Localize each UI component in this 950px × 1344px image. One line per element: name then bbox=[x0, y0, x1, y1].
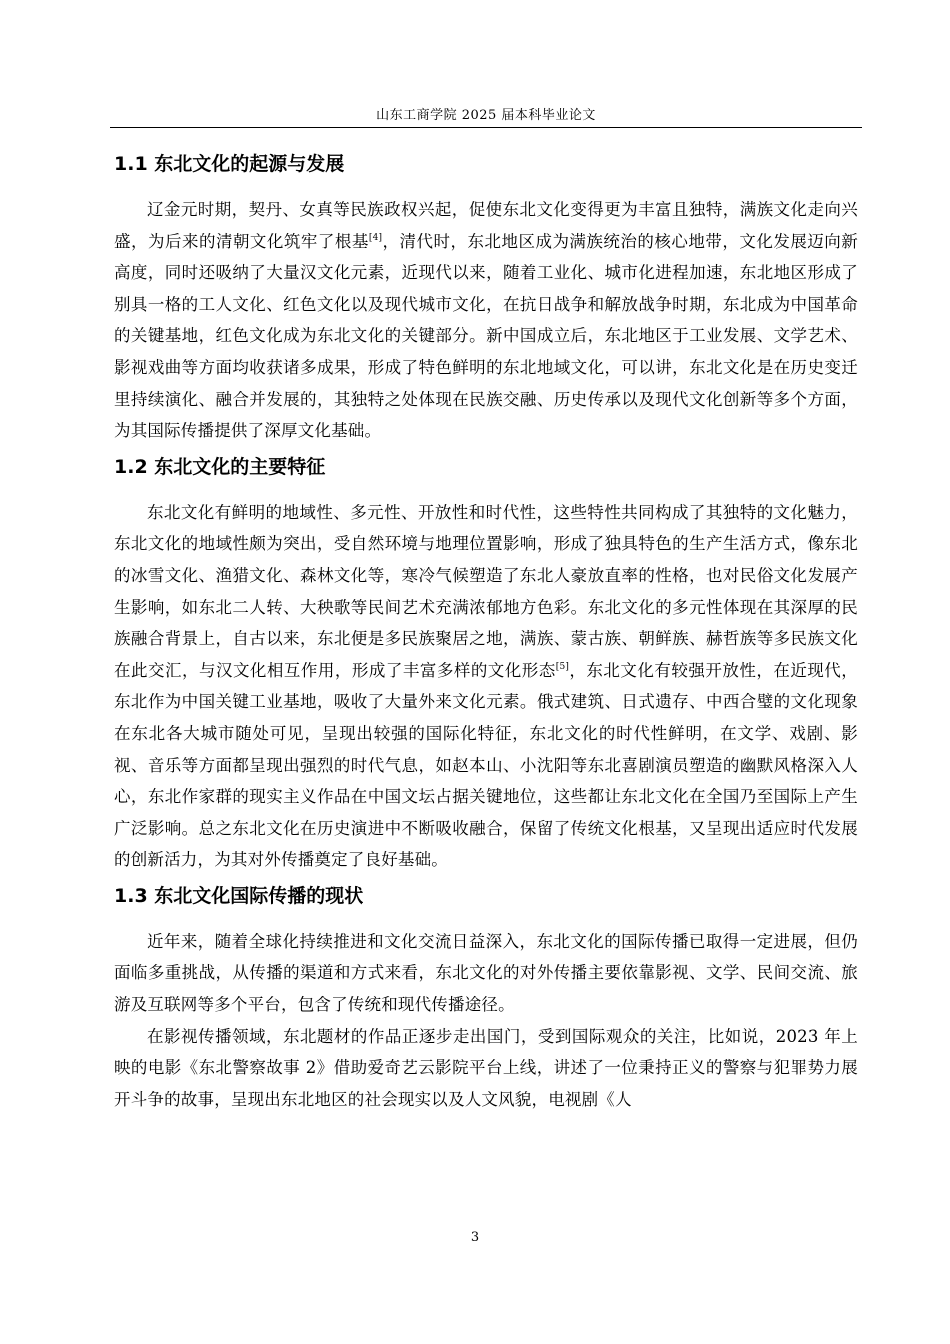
section-title-1-2: 1.2 东北文化的主要特征 bbox=[114, 455, 326, 478]
citation-ref[interactable]: [5] bbox=[555, 661, 570, 672]
citation-ref[interactable]: [4] bbox=[368, 232, 383, 243]
document-body bbox=[114, 150, 858, 1115]
section-title-1-3: 1.3 东北文化国际传播的现状 bbox=[114, 884, 364, 907]
paragraph bbox=[114, 497, 858, 876]
running-header: 山东工商学院 2025 届本科毕业论文 bbox=[376, 108, 596, 123]
header-rule bbox=[110, 127, 862, 128]
section-title-1-1: 1.1 东北文化的起源与发展 bbox=[114, 153, 345, 175]
paragraph-text: ，清代时，东北地区成为满族统治的核心地带，文化发展迈向新高度，同时还吸纳了大量汉文化元素，近现代以来，随着工业化、城市化进程加速，东北地区形成了别具一格的工人文化、红色文化以及现代城市文化，在抗日战争和解放战争时期，东北成为中国革命的关键基地，红色文化成为东北文化的关键部分。新中国成立后，东北地区于工业发展、文学艺术、影视戏曲等方面均收获诸多成果，形成了特色鲜明的东北地域文化，可以讲，东北文化是在历史变迁里持续演化、融合并发展的，其独特之处体现在民族交融、历史传承以及现代文化创新等多个方面，为其国际传播提供了深厚文化基础。 bbox=[114, 231, 858, 441]
paragraph-text: 辽金元时期，契丹、女真等民族政权兴起，促使东北文化变得更为丰富且独特，满族文化走向兴盛，为后来的清朝文化筑牢了根基 bbox=[114, 200, 858, 251]
paragraph bbox=[114, 926, 858, 1021]
page-number: 3 bbox=[470, 1230, 480, 1245]
paragraph bbox=[114, 194, 858, 447]
paragraph-text: 东北文化有鲜明的地域性、多元性、开放性和时代性，这些特性共同构成了其独特的文化魅力，东北文化的地域性颇为突出，受自然环境与地理位置影响，形成了独具特色的生产生活方式，像东北的冰雪文化、渔猎文化、森林文化等，寒冷气候塑造了东北人豪放直率的性格，也对民俗文化发展产生影响，如东北二人转、大秧歌等民间艺术充满浓郁地方色彩。东北文化的多元性体现在其深厚的民族融合背景上，自古以来，东北便是多民族聚居之地，满族、蒙古族、朝鲜族、赫哲族等多民族文化在此交汇，与汉文化相互作用，形成了丰富多样的文化形态 bbox=[114, 502, 858, 680]
paragraph bbox=[114, 1021, 858, 1116]
paragraph-text: 近年来，随着全球化持续推进和文化交流日益深入，东北文化的国际传播已取得一定进展，但仍面临多重挑战，从传播的渠道和方式来看，东北文化的对外传播主要依靠影视、文学、民间交流、旅游及互联网等多个平台，包含了传统和现代传播途径。 bbox=[114, 931, 858, 1015]
paragraph-text: ，东北文化有较强开放性，在近现代，东北作为中国关键工业基地，吸收了大量外来文化元素。俄式建筑、日式遗存、中西合璧的文化现象在东北各大城市随处可见，呈现出较强的国际化特征，东北文化的时代性鲜明，在文学、戏剧、影视、音乐等方面都呈现出强烈的时代气息，如赵本山、小沈阳等东北喜剧演员塑造的幽默风格深入人心，东北作家群的现实主义作品在中国文坛占据关键地位，这些都让东北文化在全国乃至国际上产生广泛影响。总之东北文化在历史演进中不断吸收融合，保留了传统文化根基，又呈现出适应时代发展的创新活力，为其对外传播奠定了良好基础。 bbox=[114, 660, 858, 870]
paragraph-text: 在影视传播领域，东北题材的作品正逐步走出国门，受到国际观众的关注，比如说，2023 年上映的电影《东北警察故事 2》借助爱奇艺云影院平台上线，讲述了一位秉持正义的警察与犯罪势力展开斗争的故事，呈现出东北地区的社会现实以及人文风貌，电视剧《人 bbox=[114, 1026, 858, 1109]
